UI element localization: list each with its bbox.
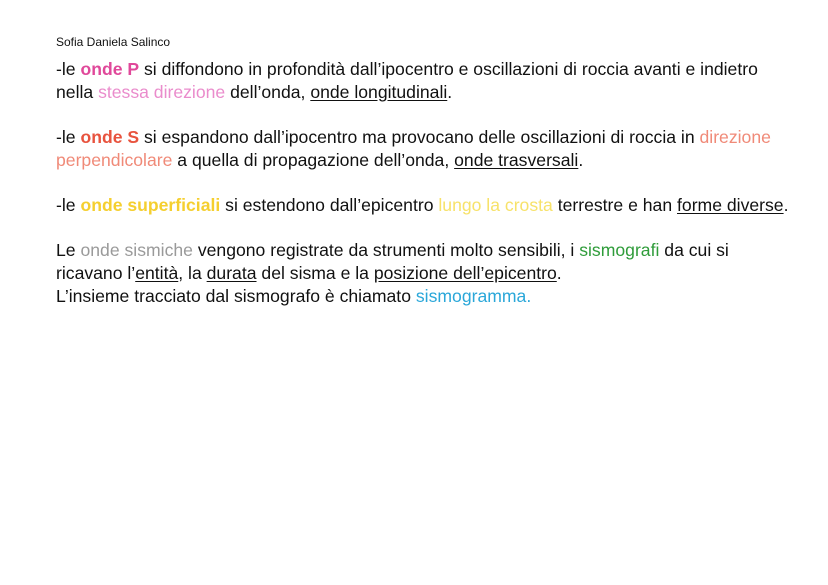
highlight-direzione-perpendicolare: direzione perpendicolare	[56, 127, 771, 170]
text: si espandono dall’ipocentro ma provocano delle oscillazioni di roccia in	[139, 127, 700, 147]
underlined-durata: durata	[206, 263, 257, 283]
text: da cui si ricavano l’	[56, 240, 729, 283]
text: L’insieme tracciato dal sismografo è chiamato	[56, 286, 416, 306]
text: .	[556, 263, 562, 283]
text: dell’onda,	[225, 82, 311, 102]
paragraph-onde-superficiali	[56, 194, 796, 217]
author-name: Sofia Daniela Salinco	[56, 35, 171, 49]
keyword-onde-p: onde P	[80, 59, 140, 79]
text: , la	[178, 263, 207, 283]
highlight-lungo-la-crosta: lungo la crosta	[438, 195, 553, 215]
text: si estendono dall’epicentro	[220, 195, 439, 215]
text: -le	[56, 195, 81, 215]
paragraph-onde-s	[56, 126, 796, 172]
text: si diffondono in profondità dall’ipocentro e oscillazioni di roccia avanti e indietro nella	[56, 59, 758, 102]
text: .	[783, 195, 789, 215]
text: .	[578, 150, 584, 170]
underlined-onde-longitudinali: onde longitudinali	[310, 82, 448, 102]
paragraph-onde-p	[56, 58, 796, 104]
text: Le	[56, 240, 81, 260]
highlight-sismografi: sismografi	[579, 240, 660, 260]
text: vengono registrate da strumenti molto sensibili, i	[192, 240, 580, 260]
text: .	[447, 82, 453, 102]
keyword-onde-superficiali: onde superficiali	[80, 195, 221, 215]
underlined-entita: entità	[135, 263, 179, 283]
text: -le	[56, 59, 81, 79]
highlight-onde-sismiche: onde sismiche	[80, 240, 193, 260]
underlined-posizione-epicentro: posizione dell’epicentro	[373, 263, 557, 283]
text: terrestre e han	[552, 195, 678, 215]
highlight-sismogramma: sismogramma.	[415, 286, 532, 306]
underlined-onde-trasversali: onde trasversali	[454, 150, 579, 170]
text: -le	[56, 127, 81, 147]
paragraph-onde-sismiche	[56, 239, 796, 308]
highlight-stessa-direzione: stessa direzione	[98, 82, 226, 102]
underlined-forme-diverse: forme diverse	[677, 195, 784, 215]
text: del sisma e la	[256, 263, 374, 283]
notes-body	[56, 58, 796, 308]
keyword-onde-s: onde S	[80, 127, 140, 147]
text: a quella di propagazione dell’onda,	[172, 150, 455, 170]
